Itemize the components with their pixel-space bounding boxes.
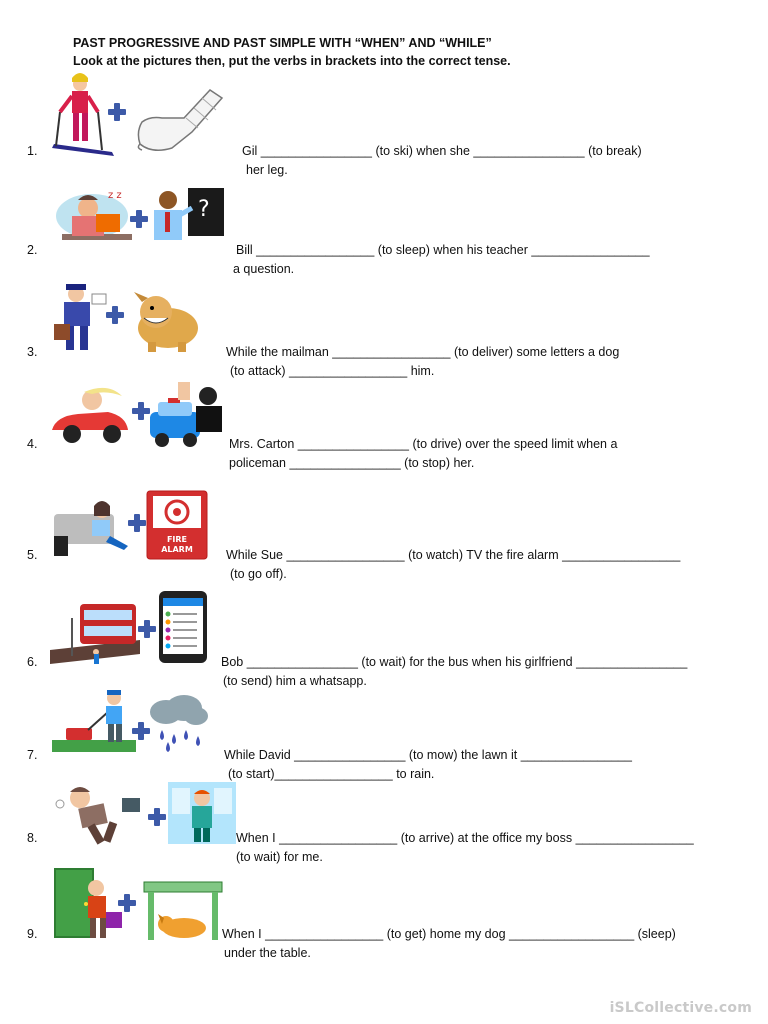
item-sentence-line-1: While David ________________ (to mow) the lawn it ________________ xyxy=(224,748,632,762)
rain-cloud-picture xyxy=(146,694,210,756)
teacher-question-picture xyxy=(148,186,228,250)
item-number: 7. xyxy=(27,748,38,762)
item-number: 3. xyxy=(27,345,38,359)
plus-icon xyxy=(130,210,148,228)
item-sentence-line-2: (to go off). xyxy=(230,567,287,581)
item-number: 9. xyxy=(27,927,38,941)
speeding-car-picture xyxy=(48,384,132,450)
item-number: 4. xyxy=(27,437,38,451)
item-number: 8. xyxy=(27,831,38,845)
item-sentence-line-1: While Sue _________________ (to watch) TV the fire alarm _________________ xyxy=(226,548,681,562)
item-sentence-line-1: Bill _________________ (to sleep) when his teacher _________________ xyxy=(236,243,650,257)
item-sentence-line-1: Gil ________________ (to ski) when she ________________ (to break) xyxy=(242,144,642,158)
site-watermark: iSLCollective.com xyxy=(609,1000,752,1016)
item-sentence-line-1: When I _________________ (to get) home my dog __________________ (sleep) xyxy=(222,927,676,941)
item-sentence-line-2: (to start)_________________ to rain. xyxy=(228,767,435,781)
plus-icon xyxy=(106,306,124,324)
smartphone-picture xyxy=(158,590,208,664)
fire-alarm-sign-picture xyxy=(146,490,208,560)
waiting-boss-picture xyxy=(168,782,236,844)
fire-alarm-sign-text: ALARM xyxy=(161,545,193,554)
plus-icon xyxy=(138,620,156,638)
woman-watching-tv-picture xyxy=(50,496,130,560)
svg-text:?: ? xyxy=(198,197,210,222)
plus-icon xyxy=(128,514,146,532)
bus-stop-picture xyxy=(50,598,140,668)
item-number: 1. xyxy=(27,144,38,158)
item-sentence-line-2: (to send) him a whatsapp. xyxy=(223,674,367,688)
dog-under-table-picture xyxy=(142,880,224,942)
item-number: 5. xyxy=(27,548,38,562)
worksheet-title: PAST PROGRESSIVE AND PAST SIMPLE WITH “WHEN” AND “WHILE” xyxy=(73,36,492,50)
item-number: 6. xyxy=(27,655,38,669)
running-businessman-picture xyxy=(52,780,144,846)
item-sentence-line-1: Mrs. Carton ________________ (to drive) over the speed limit when a xyxy=(229,437,618,451)
item-sentence-line-1: When I _________________ (to arrive) at the office my boss _________________ xyxy=(236,831,694,845)
man-mowing-lawn-picture xyxy=(52,690,136,752)
item-sentence-line-2: her leg. xyxy=(246,163,288,177)
item-sentence-line-2: under the table. xyxy=(224,946,311,960)
person-at-door-picture xyxy=(50,866,126,942)
item-sentence-line-1: While the mailman _________________ (to deliver) some letters a dog xyxy=(226,345,620,359)
item-sentence-line-2: policeman ________________ (to stop) her. xyxy=(229,456,475,470)
angry-dog-picture xyxy=(128,288,204,354)
item-number: 2. xyxy=(27,243,38,257)
item-sentence-line-2: (to wait) for me. xyxy=(236,850,323,864)
fire-alarm-sign-text: FIRE xyxy=(166,535,188,544)
police-car-picture xyxy=(148,378,228,450)
sleeping-student-picture xyxy=(52,186,134,248)
mailman-picture xyxy=(52,280,110,356)
svg-text:z z: z z xyxy=(108,190,122,201)
plus-icon xyxy=(148,808,166,826)
item-sentence-line-2: (to attack) _________________ him. xyxy=(230,364,435,378)
plus-icon xyxy=(118,894,136,912)
item-sentence-line-2: a question. xyxy=(233,262,295,276)
plus-icon xyxy=(108,103,126,121)
worksheet-instructions: Look at the pictures then, put the verbs in brackets into the correct tense. xyxy=(73,54,511,68)
item-sentence-line-1: Bob ________________ (to wait) for the bus when his girlfriend ________________ xyxy=(221,655,688,669)
broken-leg-cast-picture xyxy=(132,88,228,156)
